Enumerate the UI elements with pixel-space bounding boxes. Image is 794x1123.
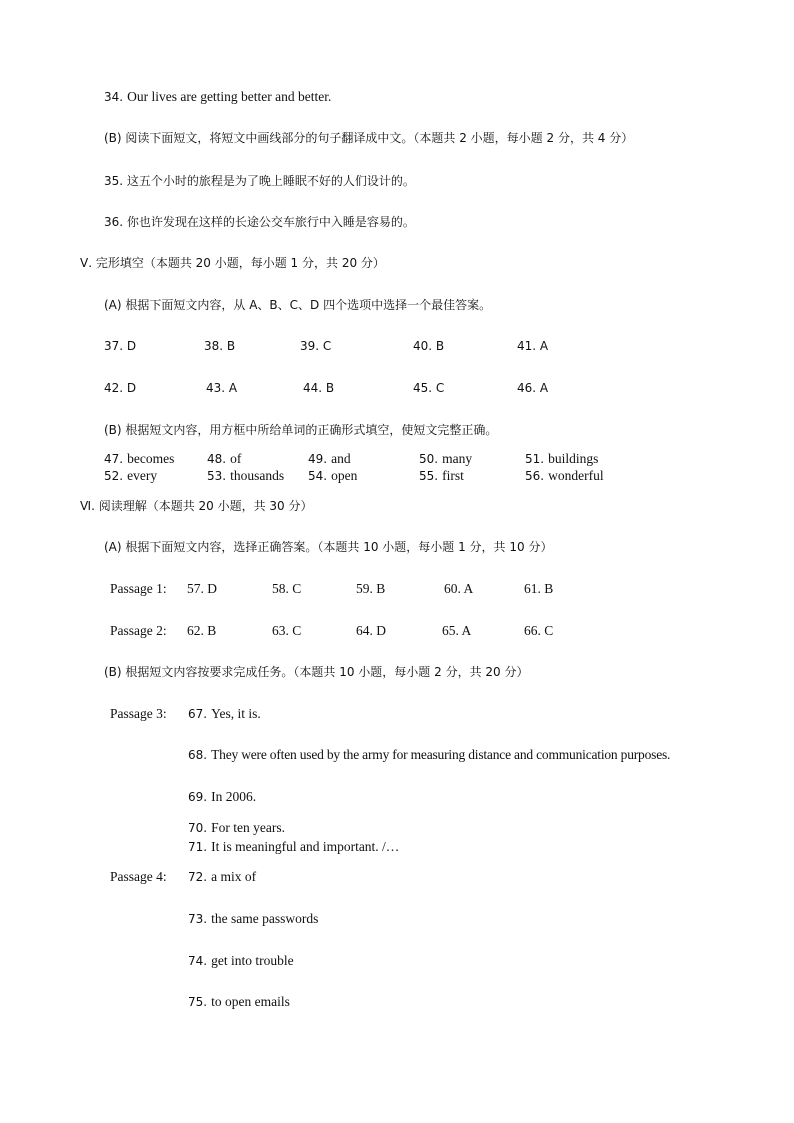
answer-39: 39. C [300, 339, 332, 353]
answer-75 [188, 993, 290, 1011]
answer-word: buildings [548, 451, 599, 466]
word-answer-56 [525, 467, 604, 485]
answer-66: 66. C [524, 623, 554, 638]
answer-69 [188, 788, 256, 806]
answer-58: 58. C [272, 581, 302, 596]
answer-71 [188, 838, 399, 856]
answer-59: 59. B [356, 581, 386, 596]
answer-text: Yes, it is. [211, 706, 261, 721]
answer-64: 64. D [356, 623, 386, 638]
answer-60: 60. A [444, 581, 474, 596]
answer-number: 53. [207, 469, 227, 483]
word-answer-53 [207, 467, 284, 485]
answer-word: every [127, 468, 158, 483]
answer-number: 73. [188, 912, 208, 926]
answer-70 [188, 819, 285, 837]
word-answer-52 [104, 467, 157, 485]
answer-number: 54. [308, 469, 328, 483]
answer-text: to open emails [211, 994, 290, 1009]
answer-68 [188, 746, 670, 764]
answer-36: 36. 你也许发现在这样的长途公交车旅行中入睡是容易的。 [104, 215, 415, 229]
answer-number: 55. [419, 469, 439, 483]
answer-word: and [331, 451, 351, 466]
word-answer-49 [308, 450, 351, 468]
answer-word: first [442, 468, 464, 483]
answer-37: 37. D [104, 339, 137, 353]
answer-57: 57. D [187, 581, 217, 596]
answer-number: 47. [104, 452, 124, 466]
word-answer-55 [419, 467, 464, 485]
answer-63: 63. C [272, 623, 302, 638]
answer-72 [188, 868, 256, 886]
answer-62: 62. B [187, 623, 217, 638]
answer-number: 68. [188, 748, 208, 762]
answer-text: For ten years. [211, 820, 285, 835]
answer-43: 43. A [206, 381, 238, 395]
subsection-heading-cloze-a: (A) 根据下面短文内容，从 A、B、C、D 四个选项中选择一个最佳答案。 [104, 298, 492, 312]
passage-label: Passage 3: [110, 706, 167, 721]
word-answer-50 [419, 450, 472, 468]
answer-number: 51. [525, 452, 545, 466]
answer-73 [188, 910, 318, 928]
word-answer-47 [104, 450, 174, 468]
answer-67 [188, 705, 261, 723]
word-answer-54 [308, 467, 357, 485]
answer-number: 56. [525, 469, 545, 483]
answer-word: becomes [127, 451, 175, 466]
answer-word: many [442, 451, 473, 466]
answer-text: a mix of [211, 869, 257, 884]
answer-word: thousands [230, 468, 285, 483]
answer-number: 49. [308, 452, 328, 466]
answer-text: It is meaningful and important. /… [211, 839, 400, 854]
answer-word: open [331, 468, 358, 483]
subsection-heading-cloze-b: (B) 根据短文内容，用方框中所给单词的正确形式填空，使短文完整正确。 [104, 423, 498, 437]
word-answer-51 [525, 450, 598, 468]
answer-46: 46. A [517, 381, 549, 395]
answer-number: 69. [188, 790, 208, 804]
answer-number: 70. [188, 821, 208, 835]
answer-number: 52. [104, 469, 124, 483]
answer-45: 45. C [413, 381, 445, 395]
answer-number: 67. [188, 707, 208, 721]
section-heading-translation: (B) 阅读下面短文，将短文中画线部分的句子翻译成中文。（本题共 2 小题，每小题 2 分，共 4 分） [104, 131, 634, 145]
subsection-heading-reading-a: (A) 根据下面短文内容，选择正确答案。（本题共 10 小题，每小题 1 分，共 10 分） [104, 540, 553, 554]
answer-number: 75. [188, 995, 208, 1009]
passage-label: Passage 4: [110, 869, 167, 884]
answer-34 [104, 88, 331, 106]
answer-number: 71. [188, 840, 208, 854]
answer-35: 35. 这五个小时的旅程是为了晚上睡眠不好的人们设计的。 [104, 174, 415, 188]
answer-number: 50. [419, 452, 439, 466]
section-heading-cloze: Ⅴ. 完形填空（本题共 20 小题，每小题 1 分，共 20 分） [80, 256, 385, 270]
section-heading-reading: Ⅵ. 阅读理解（本题共 20 小题，共 30 分） [80, 499, 313, 513]
answer-word: of [230, 451, 242, 466]
passage-label: Passage 1: [110, 581, 167, 596]
answer-text: They were often used by the army for measuring distance and communication purposes. [211, 747, 671, 762]
answer-65: 65. A [442, 623, 472, 638]
answer-44: 44. B [303, 381, 335, 395]
answer-number: 34. [104, 90, 124, 104]
answer-word: wonderful [548, 468, 604, 483]
subsection-heading-reading-b: (B) 根据短文内容按要求完成任务。（本题共 10 小题，每小题 2 分，共 20 分） [104, 665, 529, 679]
answer-number: 72. [188, 870, 208, 884]
answer-74 [188, 952, 294, 970]
answer-text: Our lives are getting better and better. [127, 89, 332, 104]
answer-61: 61. B [524, 581, 554, 596]
answer-41: 41. A [517, 339, 549, 353]
answer-text: the same passwords [211, 911, 319, 926]
word-answer-48 [207, 450, 241, 468]
answer-40: 40. B [413, 339, 445, 353]
answer-number: 74. [188, 954, 208, 968]
answer-42: 42. D [104, 381, 137, 395]
passage-label: Passage 2: [110, 623, 167, 638]
answer-text: get into trouble [211, 953, 294, 968]
answer-number: 48. [207, 452, 227, 466]
answer-text: In 2006. [211, 789, 257, 804]
answer-38: 38. B [204, 339, 236, 353]
